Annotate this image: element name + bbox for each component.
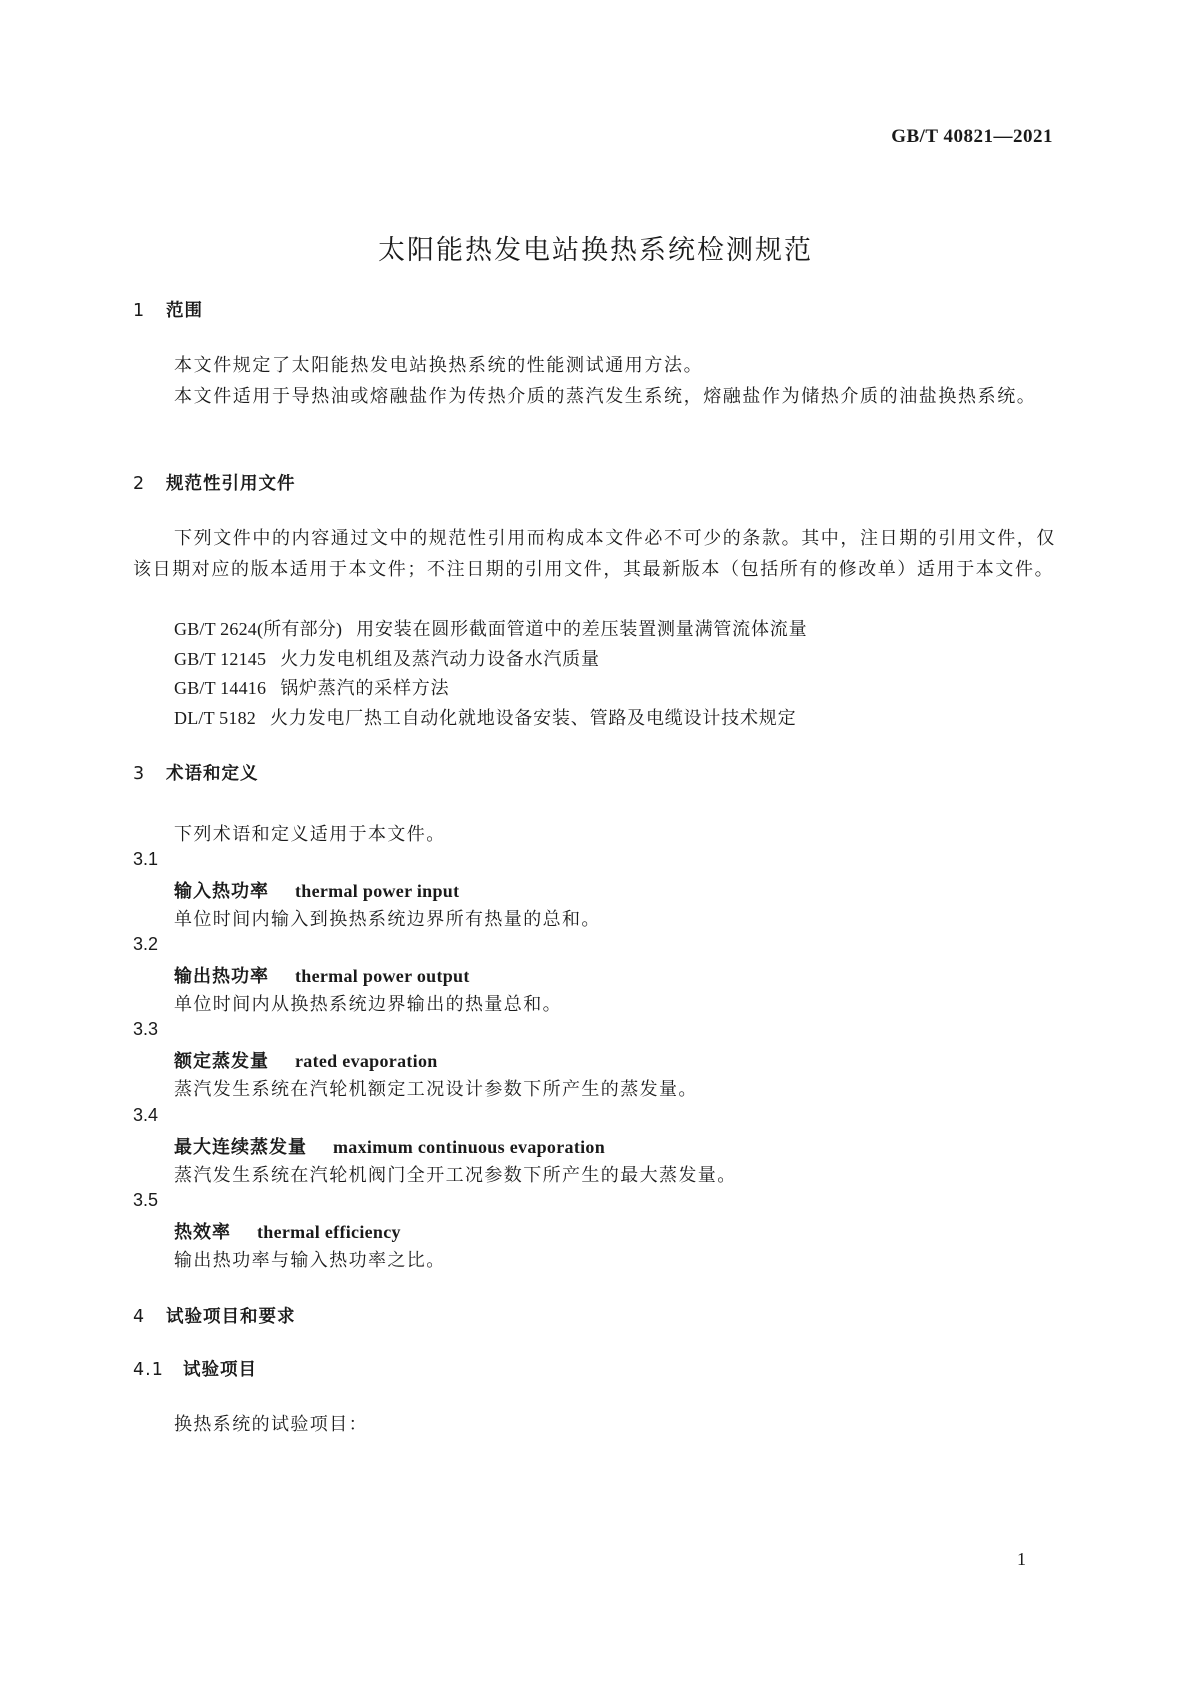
- term-definition: 蒸汽发生系统在汽轮机额定工况设计参数下所产生的蒸发量。: [174, 1079, 698, 1100]
- paragraph-text: 换热系统的试验项目：: [174, 1414, 368, 1435]
- section-title: 范围: [166, 301, 203, 321]
- term-name: [174, 877, 459, 903]
- reference-item: [174, 674, 449, 700]
- section-1-heading: [133, 297, 203, 322]
- paragraph: [133, 523, 1058, 585]
- reference-title: 用安装在圆形截面管道中的差压装置测量满管流体流量: [356, 619, 808, 640]
- paragraph: [133, 381, 1058, 412]
- term-number: 3.1: [133, 849, 159, 869]
- section-2-heading: [133, 470, 296, 495]
- section-3-heading: [133, 760, 259, 785]
- subsection-4-1-heading: [133, 1356, 257, 1381]
- term-name: [174, 1133, 605, 1159]
- reference-item: [174, 615, 807, 641]
- term-name: [174, 962, 470, 988]
- paragraph-text: 本文件规定了太阳能热发电站换热系统的性能测试通用方法。: [174, 355, 704, 376]
- reference-title: 火力发电机组及蒸汽动力设备水汽质量: [280, 649, 600, 670]
- term-name-en: thermal power output: [295, 966, 470, 986]
- section-number: 3: [133, 764, 146, 784]
- reference-code: GB/T 14416: [174, 678, 267, 698]
- term-number: 3.5: [133, 1190, 159, 1210]
- section-4-heading: [133, 1303, 296, 1328]
- term-name-zh: 额定蒸发量: [174, 1051, 269, 1072]
- term-number: 3.3: [133, 1019, 159, 1039]
- section-number: 2: [133, 474, 146, 494]
- subsection-number: 4.1: [133, 1360, 164, 1380]
- paragraph-text: 本文件适用于导热油或熔融盐作为传热介质的蒸汽发生系统，熔融盐作为储热介质的油盐换热系统。: [174, 386, 1037, 407]
- standard-code: GB/T 40821—2021: [891, 126, 1053, 147]
- section-number: 1: [133, 301, 146, 321]
- reference-title: 火力发电厂热工自动化就地设备安装、管路及电缆设计技术规定: [269, 708, 797, 729]
- term-name-en: rated evaporation: [295, 1051, 438, 1071]
- reference-title: 锅炉蒸汽的采样方法: [280, 678, 450, 699]
- term-name-zh: 输入热功率: [174, 881, 269, 902]
- paragraph-text: 下列文件中的内容通过文中的规范性引用而构成本文件必不可少的条款。其中，注日期的引用文件，仅该日期对应的版本适用于本文件；不注日期的引用文件，其最新版本（包括所有的修改单）适用于本文件。: [133, 528, 1056, 580]
- section-title: 试验项目和要求: [166, 1307, 296, 1327]
- reference-code: DL/T 5182: [174, 708, 256, 728]
- term-name-en: thermal efficiency: [257, 1222, 401, 1242]
- term-definition: 输出热功率与输入热功率之比。: [174, 1250, 446, 1271]
- paragraph-text: 下列术语和定义适用于本文件。: [174, 824, 446, 845]
- paragraph: [133, 350, 1058, 381]
- subsection-title: 试验项目: [183, 1360, 257, 1380]
- page-number: 1: [1017, 1549, 1026, 1569]
- document-title: 太阳能热发电站换热系统检测规范: [378, 235, 813, 266]
- term-name: [174, 1218, 401, 1244]
- section-number: 4: [133, 1307, 146, 1327]
- term-name-en: maximum continuous evaporation: [333, 1137, 606, 1157]
- term-number: 3.4: [133, 1105, 159, 1125]
- term-definition: 蒸汽发生系统在汽轮机阀门全开工况参数下所产生的最大蒸发量。: [174, 1165, 737, 1186]
- term-name-zh: 热效率: [174, 1222, 231, 1243]
- section-title: 规范性引用文件: [166, 474, 296, 494]
- term-name: [174, 1047, 438, 1073]
- term-name-en: thermal power input: [295, 881, 460, 901]
- reference-code: GB/T 12145: [174, 649, 267, 669]
- term-name-zh: 最大连续蒸发量: [174, 1137, 307, 1158]
- term-name-zh: 输出热功率: [174, 966, 269, 987]
- reference-code: GB/T 2624(所有部分): [174, 619, 343, 639]
- reference-item: [174, 645, 600, 671]
- term-definition: 单位时间内从换热系统边界输出的热量总和。: [174, 994, 562, 1015]
- term-number: 3.2: [133, 934, 159, 954]
- term-definition: 单位时间内输入到换热系统边界所有热量的总和。: [174, 909, 601, 930]
- section-title: 术语和定义: [166, 764, 259, 784]
- reference-item: [174, 704, 796, 730]
